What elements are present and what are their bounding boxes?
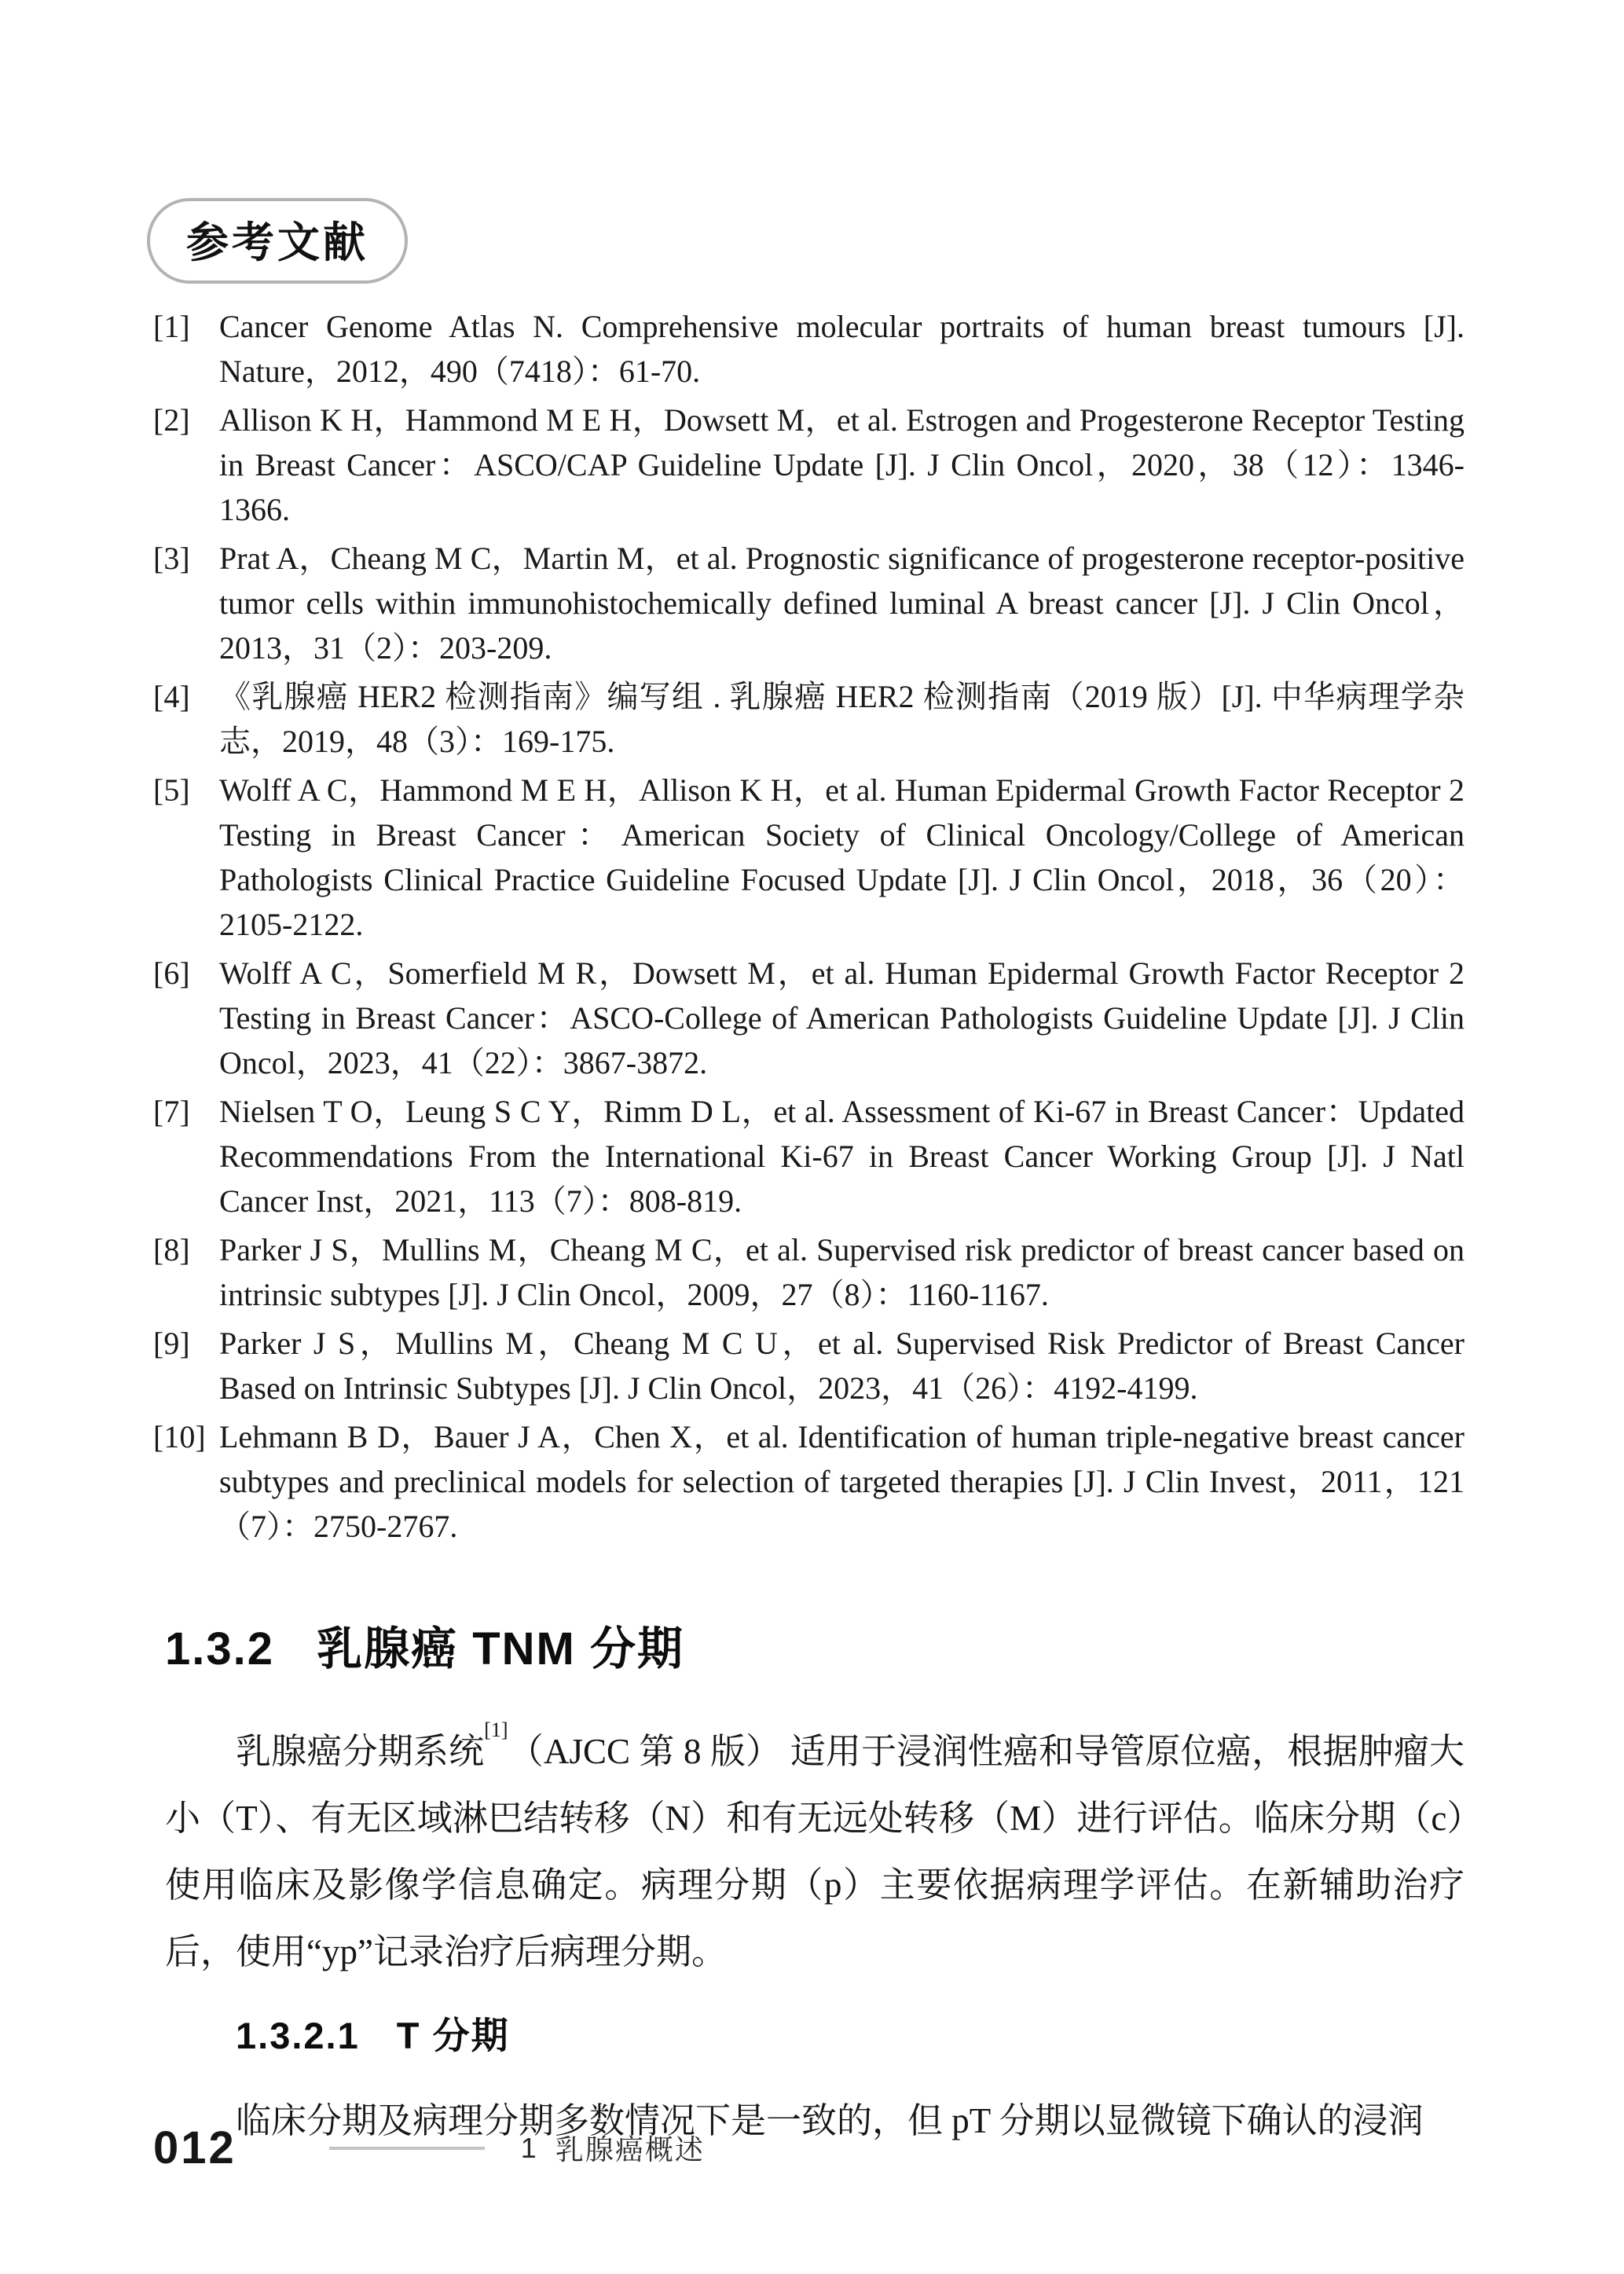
reference-number: [1] [153,309,190,344]
subsection-paragraph-text: 临床分期及病理分期多数情况下是一致的，但 pT 分期以显微镜下确认的浸润 [236,2101,1424,2140]
reference-item [153,951,1465,1085]
citation-superscript: [1] [484,1718,508,1741]
section-body-paragraph [165,1718,1465,1986]
reference-number: [6] [153,955,190,991]
reference-number: [2] [153,402,190,438]
reference-text: Parker J S，Mullins M，Cheang M C U，et al. Supervised Risk Predictor of Breast Cancer Based on Intrinsic Subtypes [J]. J Clin Oncol，2023，41（26）：4192-4199. [219,1326,1465,1406]
references-header-pill [147,198,408,284]
reference-number: [9] [153,1326,190,1361]
reference-item [153,1089,1465,1223]
section-heading-number: 1.3.2 [165,1623,274,1674]
reference-item [153,536,1465,670]
reference-text: 《乳腺癌 HER2 检测指南》编写组 . 乳腺癌 HER2 检测指南（2019 版）[J]. 中华病理学杂志，2019，48（3）：169-175. [219,679,1465,759]
reference-item [153,1414,1465,1549]
reference-text: Nielsen T O，Leung S C Y，Rimm D L，et al. Assessment of Ki-67 in Breast Cancer：Updated Recommendations From the International Ki-67 in Breast Cancer Working Group [J]. J Natl Cancer Inst，2021，113（7）：808-819. [219,1094,1465,1219]
reference-number: [10] [153,1419,206,1454]
reference-item [153,398,1465,532]
footer-divider-line [329,2147,485,2150]
section-heading-title: 乳腺癌 TNM 分期 [317,1623,684,1674]
reference-item [153,768,1465,947]
reference-text: Cancer Genome Atlas N. Comprehensive molecular portraits of human breast tumours [J]. Nature，2012，490（7418）：61-70. [219,309,1465,389]
reference-text: Prat A，Cheang M C，Martin M，et al. Prognostic significance of progesterone receptor-positive tumor cells within immunohistochemically defined luminal A breast cancer [J]. J Clin Oncol，2013，31（2）：203-209. [219,541,1465,666]
footer-chapter-title: 乳腺癌概述 [555,2133,705,2166]
reference-item [153,1227,1465,1317]
reference-number: [4] [153,679,190,714]
references-list [153,304,1465,1549]
subsection-heading-number: 1.3.2.1 [236,2015,360,2056]
reference-number: [3] [153,541,190,576]
reference-number: [8] [153,1232,190,1267]
subsection-heading-title: T 分期 [396,2015,510,2056]
reference-number: [5] [153,772,190,808]
subsection-heading [236,2012,1465,2059]
section-heading [165,1621,1465,1678]
paragraph-text-before-citation: 乳腺癌分期系统 [236,1732,485,1771]
reference-text: Parker J S，Mullins M，Cheang M C，et al. Supervised risk predictor of breast cancer based on intrinsic subtypes [J]. J Clin Oncol，2009，27（8）：1160-1167. [219,1232,1465,1312]
page-footer [153,2122,705,2174]
page-number: 012 [153,2122,236,2173]
reference-item [153,304,1465,394]
footer-chapter-number: 1 [520,2131,537,2164]
reference-text: Wolff A C，Somerfield M R，Dowsett M，et al. Human Epidermal Growth Factor Receptor 2 Testing in Breast Cancer：ASCO-College of American Pathologists Guideline Update [J]. J Clin Oncol，2023，41（22）：3867-3872. [219,955,1465,1080]
page-content [153,198,1465,2155]
paragraph-text-after-citation: （AJCC 第 8 版） 适用于浸润性癌和导管原位癌，根据肿瘤大小（T）、有无区域淋巴结转移（N）和有无远处转移（M）进行评估。临床分期（c）使用临床及影像学信息确定。病理分期（p）主要依据病理学评估。在新辅助治疗后，使用“yp”记录治疗后病理分期。 [165,1732,1465,1971]
reference-number: [7] [153,1094,190,1129]
reference-text: Wolff A C，Hammond M E H，Allison K H，et al. Human Epidermal Growth Factor Receptor 2 Testing in Breast Cancer：American Society of Clinical Oncology/College of American Pathologists Clinical Practice Guideline Focused Update [J]. J Clin Oncol，2018，36（20）：2105-2122. [219,772,1465,942]
reference-text: Allison K H，Hammond M E H，Dowsett M，et al. Estrogen and Progesterone Receptor Testing in Breast Cancer：ASCO/CAP Guideline Update [J]. J Clin Oncol，2020，38（12）：1346-1366. [219,402,1465,527]
reference-item [153,1321,1465,1410]
reference-item [153,674,1465,764]
reference-text: Lehmann B D，Bauer J A，Chen X，et al. Identification of human triple-negative breast cancer subtypes and preclinical models for selection of targeted therapies [J]. J Clin Invest，2011，121（7）：2750-2767. [219,1419,1465,1544]
references-header-label: 参考文献 [186,219,368,266]
